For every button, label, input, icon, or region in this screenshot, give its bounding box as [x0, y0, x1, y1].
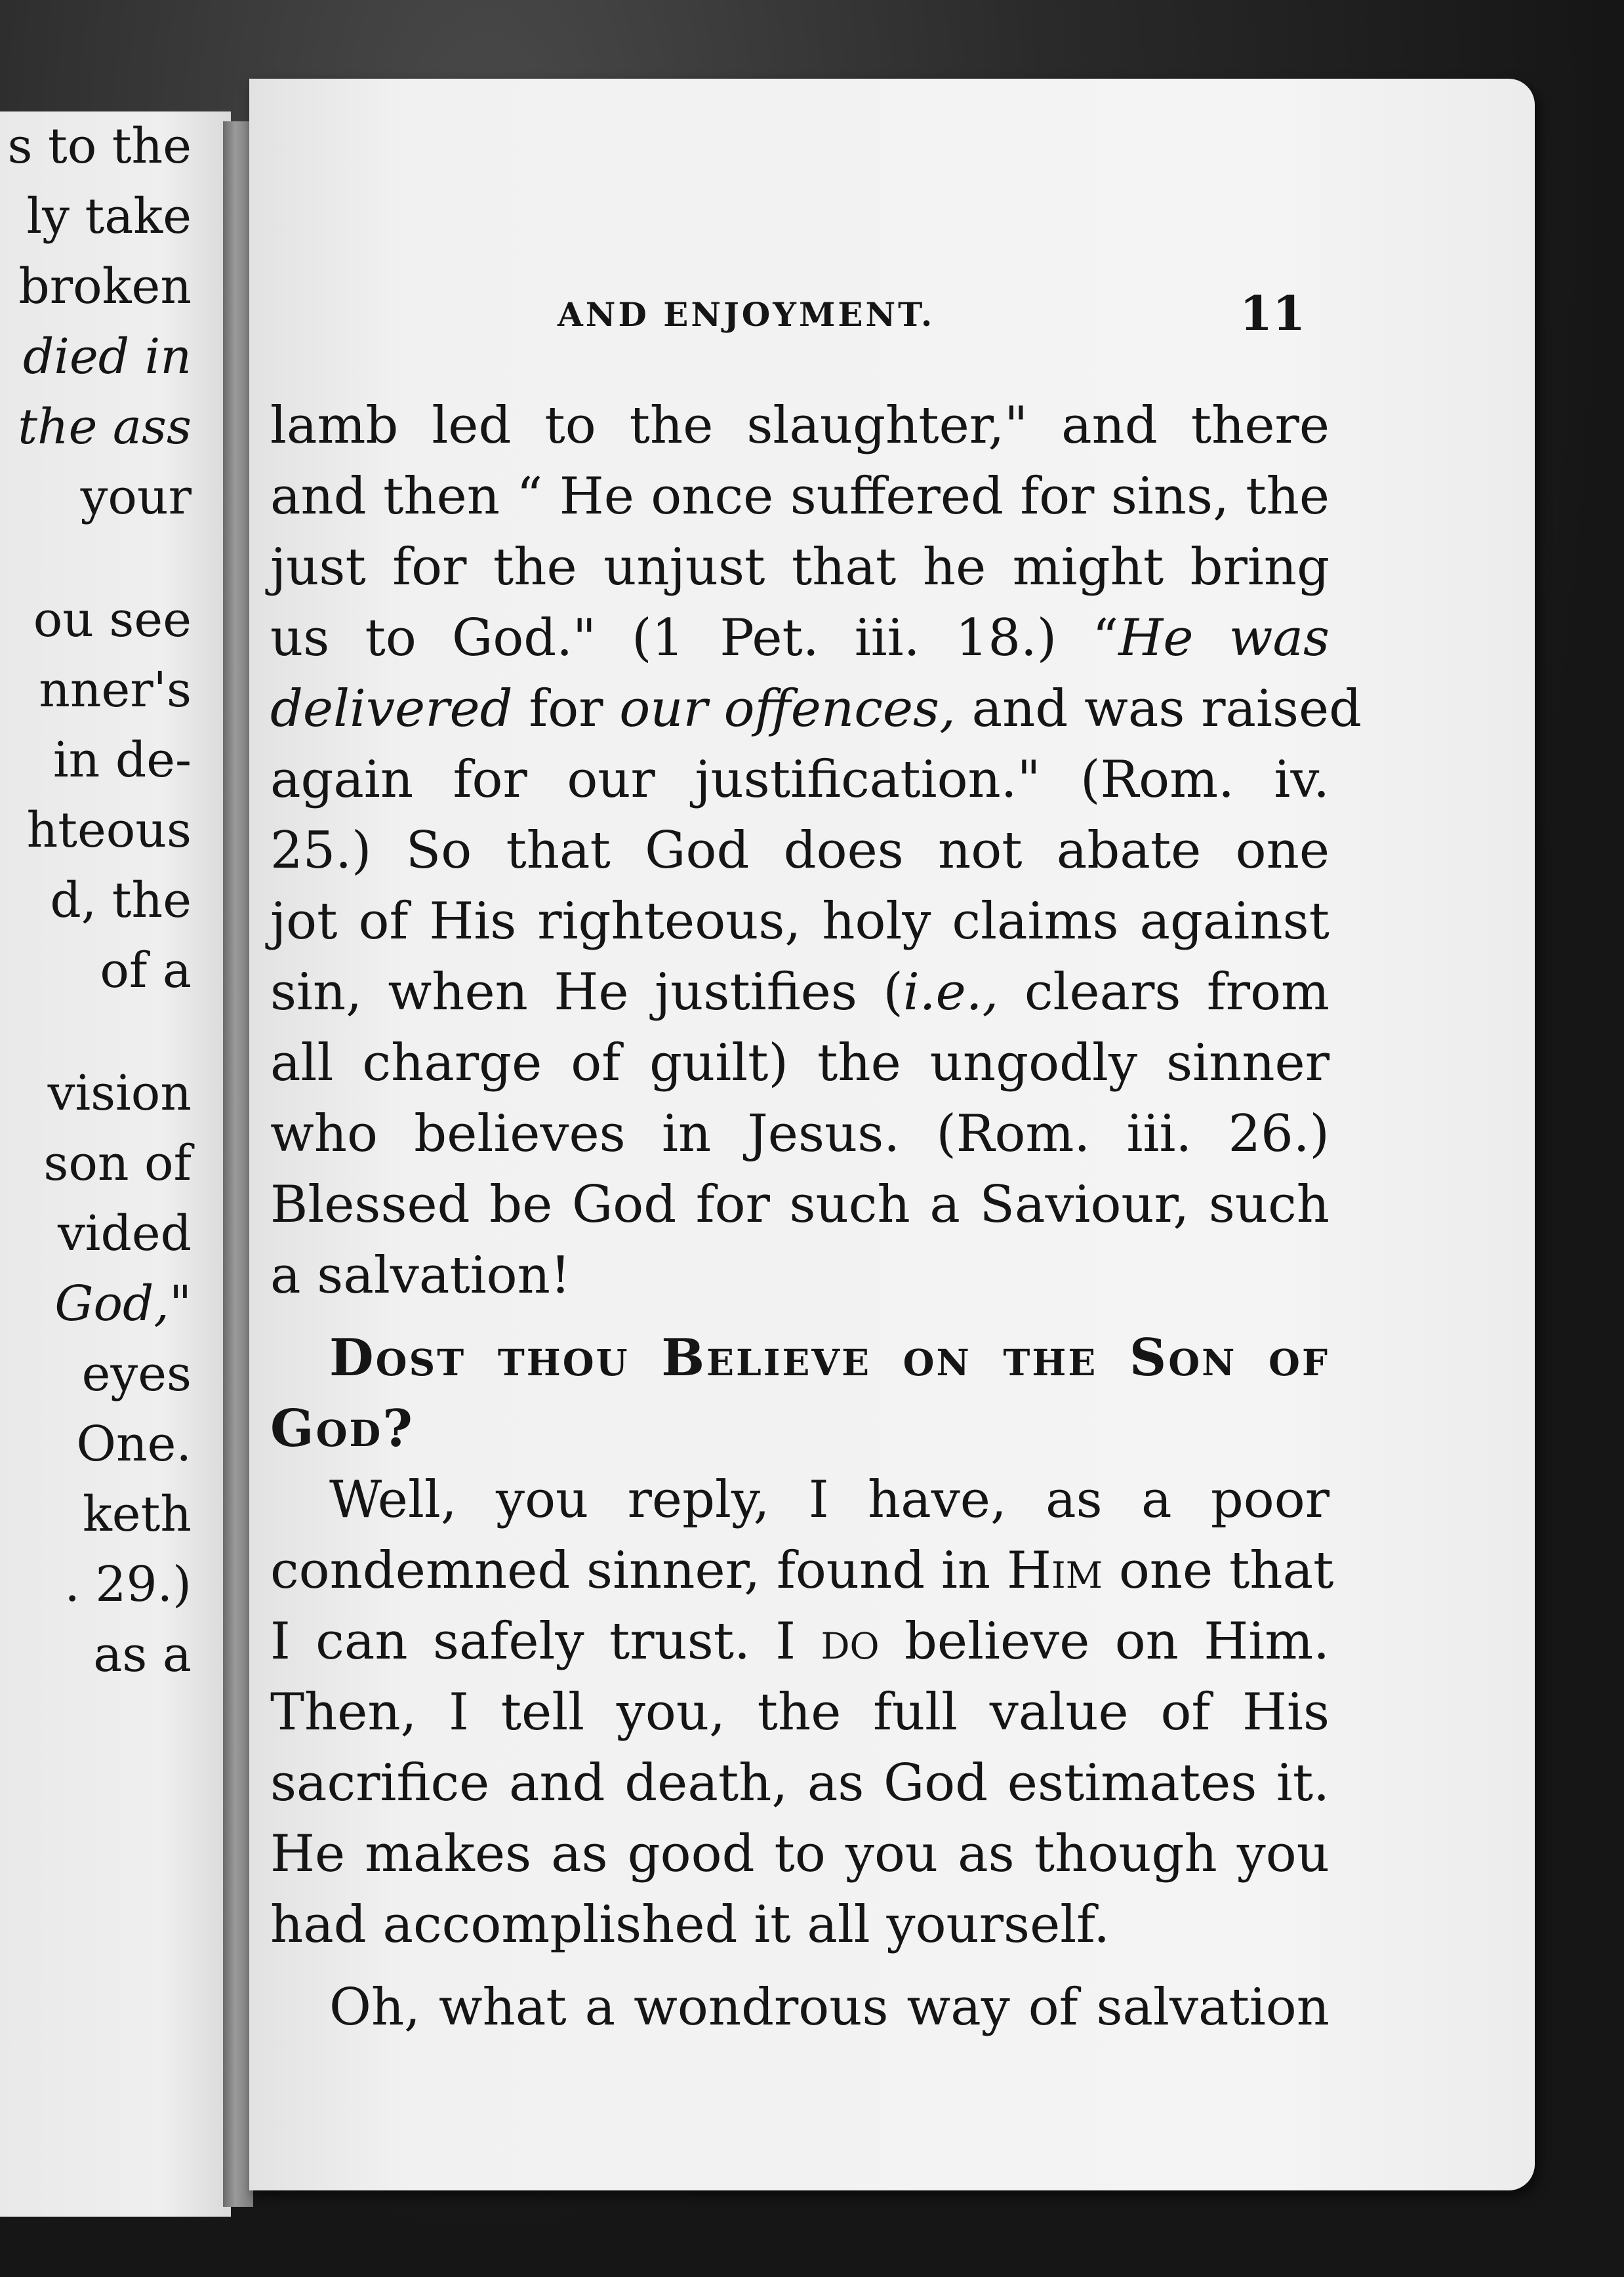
text-run: clears from	[998, 963, 1330, 1022]
text-line: a salvation!	[270, 1246, 571, 1305]
text-line: again for our justification." (Rom. iv.	[270, 750, 1330, 809]
left-line: as a	[93, 1626, 192, 1683]
left-line: vision	[47, 1065, 192, 1121]
small-caps-run: Him	[1006, 1541, 1103, 1600]
text-line: Blessed be God for such a Saviour, such	[270, 1175, 1330, 1234]
text-line: Oh, what a wondrous way of salvation	[329, 1978, 1330, 2037]
left-line: God,"	[54, 1276, 192, 1332]
left-line: vided	[57, 1205, 192, 1262]
body-text	[270, 390, 1362, 2043]
section-heading: Dost thou Believe on the Son of	[329, 1328, 1330, 1388]
text-line: 25.) So that God does not abate one	[270, 821, 1330, 880]
text-line: who believes in Jesus. (Rom. iii. 26.)	[270, 1104, 1330, 1163]
left-line: s to the	[7, 118, 192, 174]
text-run: I can safely trust. I	[270, 1612, 821, 1671]
text-line: jot of His righteous, holy claims against	[270, 892, 1330, 951]
text-run: one that	[1103, 1541, 1334, 1600]
section-heading: God?	[270, 1399, 415, 1459]
text-line	[270, 1606, 1330, 1677]
left-line	[0, 1006, 192, 1058]
left-line: in de-	[52, 732, 192, 788]
text-line: and then “ He once suffered for sins, the	[270, 467, 1330, 526]
left-page	[0, 111, 231, 2217]
italic-run: our offences,	[619, 679, 956, 738]
text-run: believe on Him.	[879, 1612, 1330, 1671]
italic-run: delivered	[270, 679, 513, 738]
page-number: 11	[1240, 285, 1306, 341]
text-line: just for the unjust that he might bring	[270, 538, 1330, 597]
text-line	[270, 957, 1330, 1028]
text-run: and was raised	[955, 679, 1362, 738]
left-line: the ass	[18, 399, 192, 455]
small-caps-run: do	[821, 1612, 880, 1671]
text-run: for	[512, 679, 620, 738]
text-line: He makes as good to you as though you	[270, 1824, 1330, 1884]
text-line	[270, 674, 1362, 744]
text-line	[270, 603, 1330, 674]
running-head: AND ENJOYMENT.	[558, 295, 935, 334]
left-line: of a	[100, 942, 192, 999]
text-line: lamb led to the slaughter," and there	[270, 396, 1330, 455]
left-line: hteous	[26, 802, 192, 858]
left-page-text	[0, 111, 192, 1690]
left-line: keth	[82, 1486, 192, 1542]
text-run: us to God." (1 Pet. iii. 18.) “	[270, 609, 1119, 668]
left-line: broken	[18, 258, 192, 315]
left-line: ly take	[26, 188, 192, 245]
italic-run: i.e.,	[903, 963, 999, 1022]
text-run: condemned sinner, found in	[270, 1541, 1007, 1600]
text-line: Well, you reply, I have, as a poor	[329, 1470, 1330, 1529]
text-line	[270, 1535, 1334, 1606]
text-line: Then, I tell you, the full value of His	[270, 1683, 1330, 1742]
left-line: son of	[43, 1135, 192, 1192]
left-line: One.	[76, 1416, 192, 1472]
italic-run: He was	[1118, 609, 1330, 668]
paragraph-spacer	[270, 1311, 1330, 1323]
right-page	[249, 79, 1535, 2190]
text-run: sin, when He justifies (	[270, 963, 903, 1022]
left-line: eyes	[81, 1346, 192, 1402]
left-line: . 29.)	[64, 1556, 192, 1613]
paragraph-spacer	[270, 1960, 1330, 1972]
text-line: all charge of guilt) the ungodly sinner	[270, 1034, 1330, 1093]
left-line	[0, 533, 192, 585]
left-line: died in	[22, 329, 192, 385]
text-line: sacrifice and death, as God estimates it.	[270, 1754, 1330, 1813]
text-line: had accomplished it all yourself.	[270, 1895, 1110, 1954]
left-line: ou see	[33, 592, 192, 648]
left-line: d, the	[50, 872, 192, 929]
left-line: your	[80, 469, 192, 525]
left-line: nner's	[39, 662, 192, 718]
